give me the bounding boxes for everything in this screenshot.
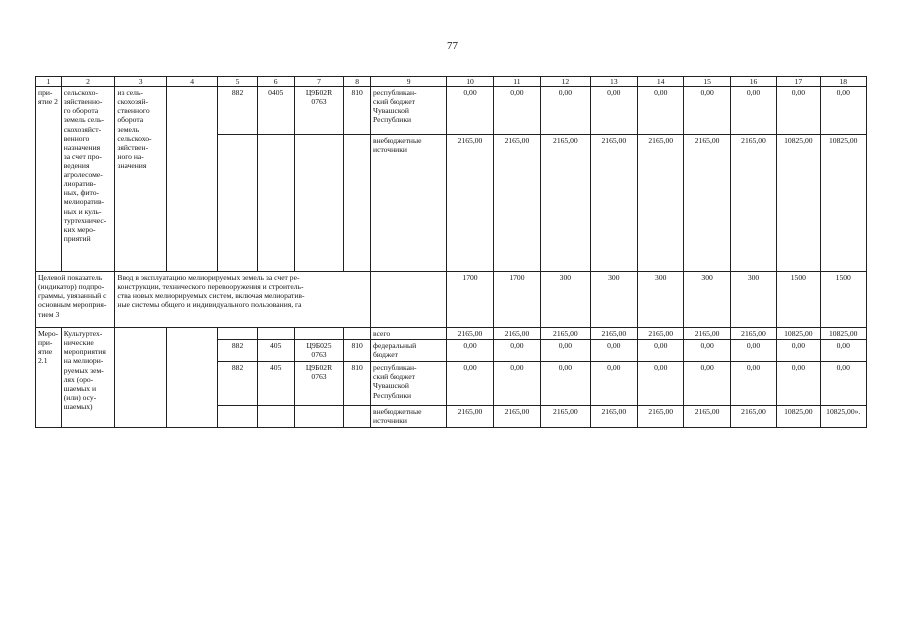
header-cell: 6 <box>257 77 294 87</box>
header-cell: 1 <box>36 77 62 87</box>
value-cell: 2165,00 <box>638 328 684 340</box>
header-row <box>36 77 867 87</box>
result-cell: из сель- скохозяй- ственного оборота земель сельскохо- зяйствен- ного на- значения <box>115 87 167 272</box>
funding-source-cell: внебюджетные источники <box>371 135 447 272</box>
value-cell: 2165,00 <box>684 406 730 428</box>
header-cell: 14 <box>638 77 684 87</box>
vr-cell <box>344 328 371 340</box>
funding-source-cell: федеральный бюджет <box>371 340 447 362</box>
value-cell: 2165,00 <box>730 135 776 272</box>
value-cell: 2165,00 <box>447 328 493 340</box>
indicator-row <box>36 272 867 328</box>
indicator-value-cell: 300 <box>541 272 590 328</box>
grbs-cell <box>218 328 257 340</box>
rzpr-cell <box>257 135 294 272</box>
value-cell: 2165,00 <box>590 135 637 272</box>
value-cell: 0,00 <box>684 87 730 135</box>
table-row <box>36 328 867 340</box>
value-cell: 2165,00 <box>541 135 590 272</box>
funding-source-cell: республикан- ский бюджет Чувашской Республики <box>371 362 447 406</box>
header-cell: 9 <box>371 77 447 87</box>
value-cell: 0,00 <box>777 362 820 406</box>
empty-cell <box>166 87 218 272</box>
value-cell: 0,00 <box>493 362 540 406</box>
csr-cell: Ц9Б025 0763 <box>294 340 343 362</box>
indicator-label-cell: Целевой показатель (индикатор) подпро- граммы, увязанный с основным мероприя- тием 3 <box>36 272 115 328</box>
value-cell: 0,00 <box>590 340 637 362</box>
empty-cell <box>371 272 447 328</box>
event-number-cell: при- ятие 2 <box>36 87 62 272</box>
grbs-cell <box>218 406 257 428</box>
rzpr-cell: 0405 <box>257 87 294 135</box>
header-cell: 17 <box>777 77 820 87</box>
table-row <box>36 87 867 135</box>
value-cell: 10825,00 <box>777 135 820 272</box>
value-cell: 0,00 <box>777 87 820 135</box>
empty-cell <box>115 328 167 428</box>
header-cell: 12 <box>541 77 590 87</box>
grbs-cell: 882 <box>218 87 257 135</box>
value-cell: 0,00 <box>820 87 867 135</box>
rzpr-cell <box>257 328 294 340</box>
value-cell: 0,00 <box>493 340 540 362</box>
value-cell: 2165,00 <box>730 406 776 428</box>
value-cell: 10825,00 <box>820 328 867 340</box>
grbs-cell: 882 <box>218 362 257 406</box>
csr-cell: Ц9Б02R 0763 <box>294 87 343 135</box>
program-table <box>35 76 867 428</box>
header-cell: 11 <box>493 77 540 87</box>
header-cell: 10 <box>447 77 493 87</box>
value-cell: 2165,00 <box>541 328 590 340</box>
funding-source-cell: всего <box>371 328 447 340</box>
vr-cell <box>344 135 371 272</box>
value-cell: 0,00 <box>590 362 637 406</box>
csr-cell <box>294 406 343 428</box>
value-cell: 0,00 <box>541 340 590 362</box>
value-cell: 0,00 <box>730 362 776 406</box>
value-cell: 0,00 <box>820 340 867 362</box>
value-cell: 2165,00 <box>590 328 637 340</box>
rzpr-cell <box>257 406 294 428</box>
value-cell: 10825,00 <box>777 328 820 340</box>
indicator-value-cell: 300 <box>684 272 730 328</box>
header-cell: 3 <box>115 77 167 87</box>
csr-cell <box>294 135 343 272</box>
value-cell: 10825,00 <box>777 406 820 428</box>
header-cell: 15 <box>684 77 730 87</box>
value-cell: 0,00 <box>493 87 540 135</box>
indicator-value-cell: 1500 <box>820 272 867 328</box>
value-cell: 2165,00 <box>493 406 540 428</box>
vr-cell: 810 <box>344 362 371 406</box>
value-cell: 0,00 <box>777 340 820 362</box>
value-cell: 0,00 <box>684 340 730 362</box>
header-cell: 7 <box>294 77 343 87</box>
vr-cell: 810 <box>344 87 371 135</box>
indicator-value-cell: 300 <box>730 272 776 328</box>
rzpr-cell: 405 <box>257 362 294 406</box>
funding-source-cell: республикан- ский бюджет Чувашской Республики <box>371 87 447 135</box>
event-name-cell: сельскохо- зяйственно- го оборота земель сель- скохозяйст- венного назначения за счет про- ведения агролесоме- лиоратив- ных, фито- мелиоратив- ных и куль- туртехничес- ких меро- приятий <box>61 87 115 272</box>
page-number: 77 <box>447 40 458 52</box>
indicator-value-cell: 300 <box>590 272 637 328</box>
value-cell: 10825,00 <box>820 135 867 272</box>
indicator-value-cell: 1700 <box>493 272 540 328</box>
grbs-cell <box>218 135 257 272</box>
value-cell: 2165,00 <box>493 135 540 272</box>
value-cell: 0,00 <box>638 87 684 135</box>
value-cell: 2165,00 <box>730 328 776 340</box>
indicator-value-cell: 300 <box>638 272 684 328</box>
value-cell: 0,00 <box>590 87 637 135</box>
value-cell: 10825,00». <box>820 406 867 428</box>
event-name-cell: Культуртех- нические мероприятия на мелиори- руемых зем- лях (оро- шаемых и (или) осу- шаемых) <box>61 328 115 428</box>
csr-cell: Ц9Б02R 0763 <box>294 362 343 406</box>
header-cell: 8 <box>344 77 371 87</box>
event-number-cell: Меро- при- ятие 2.1 <box>36 328 62 428</box>
funding-source-cell: внебюджетные источники <box>371 406 447 428</box>
value-cell: 2165,00 <box>447 406 493 428</box>
rzpr-cell: 405 <box>257 340 294 362</box>
header-cell: 4 <box>166 77 218 87</box>
value-cell: 0,00 <box>638 362 684 406</box>
value-cell: 2165,00 <box>638 135 684 272</box>
empty-cell <box>166 328 218 428</box>
value-cell: 2165,00 <box>447 135 493 272</box>
value-cell: 0,00 <box>638 340 684 362</box>
csr-cell <box>294 328 343 340</box>
value-cell: 2165,00 <box>541 406 590 428</box>
header-cell: 2 <box>61 77 115 87</box>
value-cell: 2165,00 <box>590 406 637 428</box>
value-cell: 0,00 <box>541 362 590 406</box>
header-cell: 16 <box>730 77 776 87</box>
value-cell: 2165,00 <box>638 406 684 428</box>
value-cell: 0,00 <box>684 362 730 406</box>
value-cell: 2165,00 <box>684 135 730 272</box>
indicator-value-cell: 1700 <box>447 272 493 328</box>
vr-cell <box>344 406 371 428</box>
value-cell: 2165,00 <box>684 328 730 340</box>
indicator-value-cell: 1500 <box>777 272 820 328</box>
value-cell: 0,00 <box>730 340 776 362</box>
value-cell: 0,00 <box>541 87 590 135</box>
header-cell: 5 <box>218 77 257 87</box>
value-cell: 0,00 <box>730 87 776 135</box>
value-cell: 0,00 <box>447 340 493 362</box>
header-cell: 13 <box>590 77 637 87</box>
indicator-text-cell: Ввод в эксплуатацию мелиорируемых земель за счет ре- конструкции, технического перевооружения и строитель- ства новых мелиорируемых систем, включая мелиоратив- ные системы общего и индивидуального пользования, га <box>115 272 371 328</box>
value-cell: 0,00 <box>820 362 867 406</box>
vr-cell: 810 <box>344 340 371 362</box>
grbs-cell: 882 <box>218 340 257 362</box>
value-cell: 0,00 <box>447 87 493 135</box>
header-cell: 18 <box>820 77 867 87</box>
value-cell: 2165,00 <box>493 328 540 340</box>
value-cell: 0,00 <box>447 362 493 406</box>
